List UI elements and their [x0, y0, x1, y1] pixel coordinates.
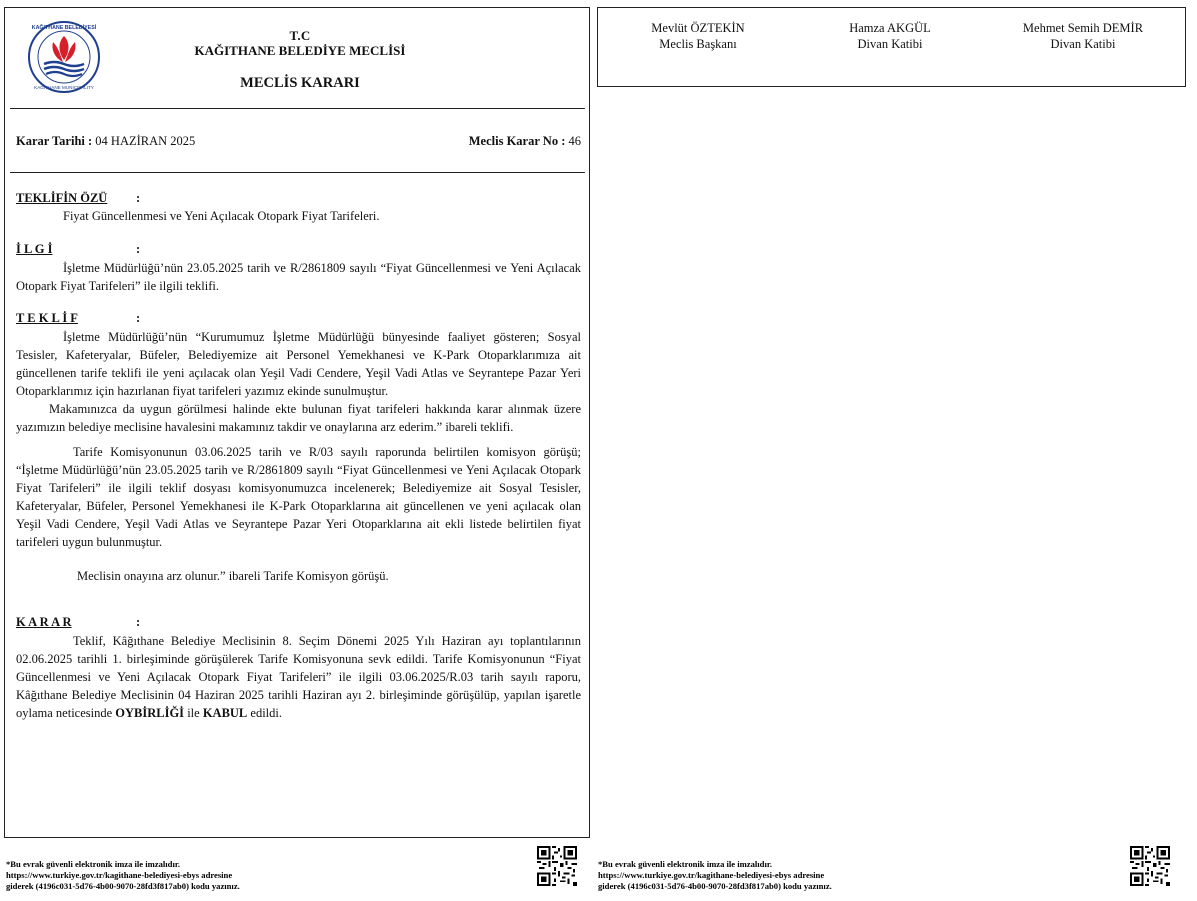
footer-esign-note-left: *Bu evrak güvenli elektronik imza ile imzalıdır. https://www.turkiye.gov.tr/kagithane-belediyesi-ebys adresine giderek (4196c031-5d76-4b00-9070-28fd3f817ab0) kodu yazınız.	[6, 859, 240, 891]
qr-code-icon[interactable]	[537, 846, 577, 886]
divider	[10, 172, 585, 173]
svg-text:KAĞITHANE BELEDİYESİ: KAĞITHANE BELEDİYESİ	[31, 25, 97, 31]
qr-code-icon[interactable]	[1130, 846, 1170, 886]
signature-clerk-2: Mehmet Semih DEMİR Divan Katibi	[1022, 21, 1144, 51]
section-text-teklif: İşletme Müdürlüğü’nün “Kurumumuz İşletme Müdürlüğü bünyesinde faaliyet gösteren; Sosyal Tesisler, Kafeteryalar, Büfeler, Belediyemize ait Personel Yemekhanesi ve K-Park Otoparklarımıza ait güncellenen tarife teklifi ile yeni açılacak olan Yeşil Vadi Cendere, Yeşil Vadi Atlas ve Seyrantepe Pazar Yeri Otoparklarımız için hazırlanan fiyat tarifeleri yazımız ekinde sunulmuştur. Makamınızca da uygun görülmesi halinde ekte bulunan fiyat tarifeleri hakkında karar alınmak üzere yazımızın belediye meclisine havalesini makamınız takdir ve onaylarına arz ederim.” ibareli teklifi. Tarife Komisyonunun 03.06.2025 tarih ve R/03 sayılı raporunda belirtilen komisyon görüşü; “İşletme Müdürlüğü’nün 23.05.2025 tarih ve R/2861809 sayılı “Fiyat Güncellenmesi ve Yeni Açılacak Otopark Fiyat Tarifeleri” ile ilgili teklif dosyası komisyonumuzca incelenerek; Belediyemize ait Sosyal Tesisler, Kafeteryalar, Büfeler, Personel Yemekhanesi ile K-Park Otoparklarına ait güncellenen ve yeni açılacak olan Yeşil Vadi Cendere, Yeşil Vadi Atlas ve Seyrantepe Pazar Yeri Otoparklarına ait ekli listede belirtilen fiyat tarifeleri uygun bulunmuştur. Meclisin onayına arz olunur.” ibareli Tarife Komisyon görüşü.	[16, 330, 581, 584]
section-text-ozu: Fiyat Güncellenmesi ve Yeni Açılacak Otopark Fiyat Tarifeleri.	[63, 209, 380, 223]
vote-result: OYBİRLİĞİ	[115, 706, 185, 721]
section-text-ilgi: İşletme Müdürlüğü’nün 23.05.2025 tarih ve R/2861809 sayılı “Fiyat Güncellenmesi ve Yeni Açılacak Otopark Fiyat Tarifeleri” ile ilgili teklifi.	[16, 261, 581, 294]
decision-number: Meclis Karar No : 46	[468, 134, 581, 148]
footer-esign-note-right: *Bu evrak güvenli elektronik imza ile imzalıdır. https://www.turkiye.gov.tr/kagithane-belediyesi-ebys adresine giderek (4196c031-5d76-4b00-9070-28fd3f817ab0) kodu yazınız.	[598, 859, 832, 891]
header-tc: T.C	[289, 28, 311, 43]
svg-text:KAĞITHANE MUNICIPALITY: KAĞITHANE MUNICIPALITY	[34, 85, 94, 90]
section-heading-teklif: T E K L İ F :	[16, 311, 141, 325]
signature-president: Mevlüt ÖZTEKİN Meclis Başkanı	[651, 21, 745, 51]
section-text-karar: Teklif, Kâğıthane Belediye Meclisinin 8. Seçim Dönemi 2025 Yılı Haziran ayı toplantılarının 02.06.2025 tarihli 1. birleşiminde görüşülerek Tarife Komisyonuna sevk edildi. Tarife Komisyonunun “Fiyat Güncellenmesi ve Yeni Açılacak Otopark Fiyat Tarifeleri” ile ilgili 03.06.2025/R.03 tarih sayılı raporu, Kâğıthane Belediye Meclisinin 04 Haziran 2025 tarihli Haziran ayı 2. birleşiminde görüşülüp, yapılan işaretle oylama neticesinde OYBİRLİĞİ ile KABUL edildi.	[16, 634, 581, 721]
section-heading-ozu: TEKLİFİN ÖZÜ :	[16, 191, 141, 205]
section-heading-karar: K A R A R :	[16, 615, 141, 629]
header-council-name: KAĞITHANE BELEDİYE MECLİSİ	[194, 43, 406, 58]
decision-result: KABUL	[202, 706, 248, 721]
section-heading-ilgi: İ L G İ :	[16, 242, 141, 256]
decision-page	[4, 7, 590, 838]
signature-clerk-1: Hamza AKGÜL Divan Katibi	[849, 21, 931, 51]
divider	[10, 108, 585, 109]
decision-date: Karar Tarihi : 04 HAZİRAN 2025	[16, 134, 196, 148]
document-title: MECLİS KARARI	[240, 75, 360, 91]
decision-meta-row	[16, 134, 581, 149]
municipality-logo	[27, 20, 101, 94]
signature-page	[597, 7, 1186, 87]
